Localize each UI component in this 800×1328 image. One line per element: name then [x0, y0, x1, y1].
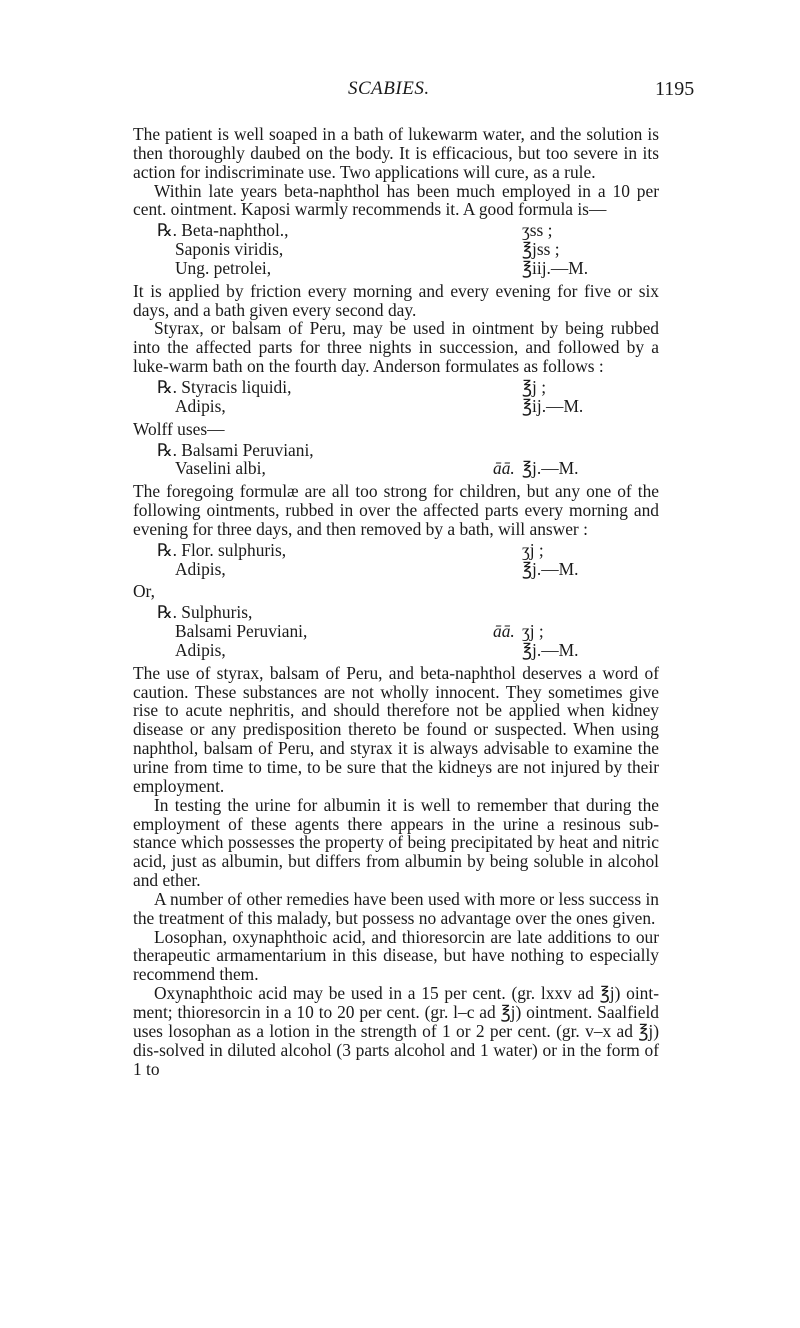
paragraph: Styrax, or balsam of Peru, may be used in ointment by being rubbed into the affected parts for three nights in succession, and followed by a luke-warm bath on the fourth day. Anderson formulates as follows : [133, 318, 659, 377]
ingredient-quantity: ℥j.—M. [522, 639, 579, 660]
formula-balsam-peru [133, 441, 659, 479]
ingredient-quantity: ℥j.—M. [522, 558, 579, 579]
chapter-title: SCABIES. [348, 78, 430, 99]
formula-sulphur [133, 541, 659, 579]
formula-line [133, 560, 659, 579]
formula-line [133, 541, 659, 560]
paragraph: It is applied by friction every morning and every evening for five or six days, and a bath given every second day. [133, 280, 659, 320]
ingredient-quantity: ʒj ; [522, 621, 544, 642]
paragraph: Wolff uses— [133, 418, 225, 439]
ingredient-quantity: ℥j.—M. [522, 458, 579, 479]
page-number: 1195 [655, 78, 695, 100]
paragraph: The patient is well soaped in a bath of lukewarm water, and the solution is then thoroughly daubed on the body. It is efficacious, but too severe in its action for indiscriminate use. Two applications will cure, as a rule. [133, 124, 659, 182]
ingredient-quantity: ℥j ; [522, 376, 547, 397]
paragraph: Losophan, oxynaphthoic acid, and thioresorcin are late additions to our therapeutic armamentarium in this disease, but have nothing to especially recommend them. [133, 926, 659, 985]
formula-line [133, 459, 659, 478]
formula-sulphur-balsam [133, 603, 659, 660]
text-body [133, 125, 659, 1078]
formula-beta-naphthol [133, 221, 659, 278]
formula-line [133, 603, 659, 622]
formula-line [133, 641, 659, 660]
ingredient-name: Balsami Peruviani, [175, 621, 308, 642]
paragraph: In testing the urine for albumin it is well to remember that during the employment of these agents there appears in the urine a resinous sub-stance which possesses the property of being precipitated by heat and nitric acid, just as albumin, but differs from albumin by being soluble in alcohol and ether. [133, 794, 659, 891]
running-header [0, 78, 800, 102]
formula-line [133, 378, 659, 397]
ana-marker: āā. [493, 458, 515, 479]
ingredient-quantity: ℥jss ; [522, 239, 560, 260]
ingredient-name: ℞. Beta-naphthol., [157, 220, 289, 241]
ingredient-name: ℞. Flor. sulphuris, [157, 539, 287, 560]
formula-styrax [133, 378, 659, 416]
ingredient-name: Adipis, [175, 639, 226, 660]
paragraph: The foregoing formulæ are all too strong for children, but any one of the following ointments, rubbed in over the affected parts every morning and evening for three days, and then removed by a bath, will answer : [133, 481, 659, 539]
paragraph: The use of styrax, balsam of Peru, and beta-naphthol deserves a word of caution. These substances are not wholly innocent. They sometimes give rise to acute nephritis, and should therefore not be applied when kidney disease or any predisposition thereto be found or suspected. When using naphthol, balsam of Peru, and styrax it is always advisable to examine the urine from time to time, to be sure that the kidneys are not injured by their employment. [133, 662, 659, 796]
ingredient-name: Adipis, [175, 558, 226, 579]
ingredient-name: ℞. Styracis liquidi, [157, 376, 292, 397]
ingredient-name: ℞. Sulphuris, [157, 602, 253, 623]
paragraph: Oxynaphthoic acid may be used in a 15 per cent. (gr. lxxv ad ℥j) oint-ment; thioresorcin in a 10 to 20 per cent. (gr. l–c ad ℥j) ointment. Saalfield uses losophan as a lotion in the strength of 1 or 2 per cent. (gr. v–x ad ℥j) dis-solved in diluted alcohol (3 parts alcohol and 1 water) or in the form of 1 to [133, 983, 659, 1079]
formula-line [133, 259, 659, 278]
paragraph: Within late years beta-naphthol has been much employed in a 10 per cent. ointment. Kaposi warmly recommends it. A good formula is— [133, 180, 659, 220]
ingredient-name: ℞. Balsami Peruviani, [157, 439, 314, 460]
or-label: Or, [133, 581, 156, 602]
formula-line [133, 221, 659, 240]
ingredient-name: Ung. petrolei, [175, 257, 272, 278]
ingredient-quantity: ʒss ; [522, 220, 553, 241]
ana-marker: āā. [493, 621, 515, 642]
ingredient-name: Saponis viridis, [175, 239, 284, 260]
ingredient-quantity: ℥ij.—M. [522, 395, 584, 416]
ingredient-name: Vaselini albi, [175, 458, 266, 479]
formula-line [133, 240, 659, 259]
formula-line [133, 441, 659, 460]
formula-line [133, 397, 659, 416]
ingredient-name: Adipis, [175, 395, 226, 416]
ingredient-quantity: ℥iij.—M. [522, 257, 589, 278]
formula-line [133, 622, 659, 641]
paragraph: A number of other remedies have been used with more or less success in the treatment of this malady, but possess no advantage over the ones given. [133, 888, 659, 928]
ingredient-quantity: ʒj ; [522, 539, 544, 560]
